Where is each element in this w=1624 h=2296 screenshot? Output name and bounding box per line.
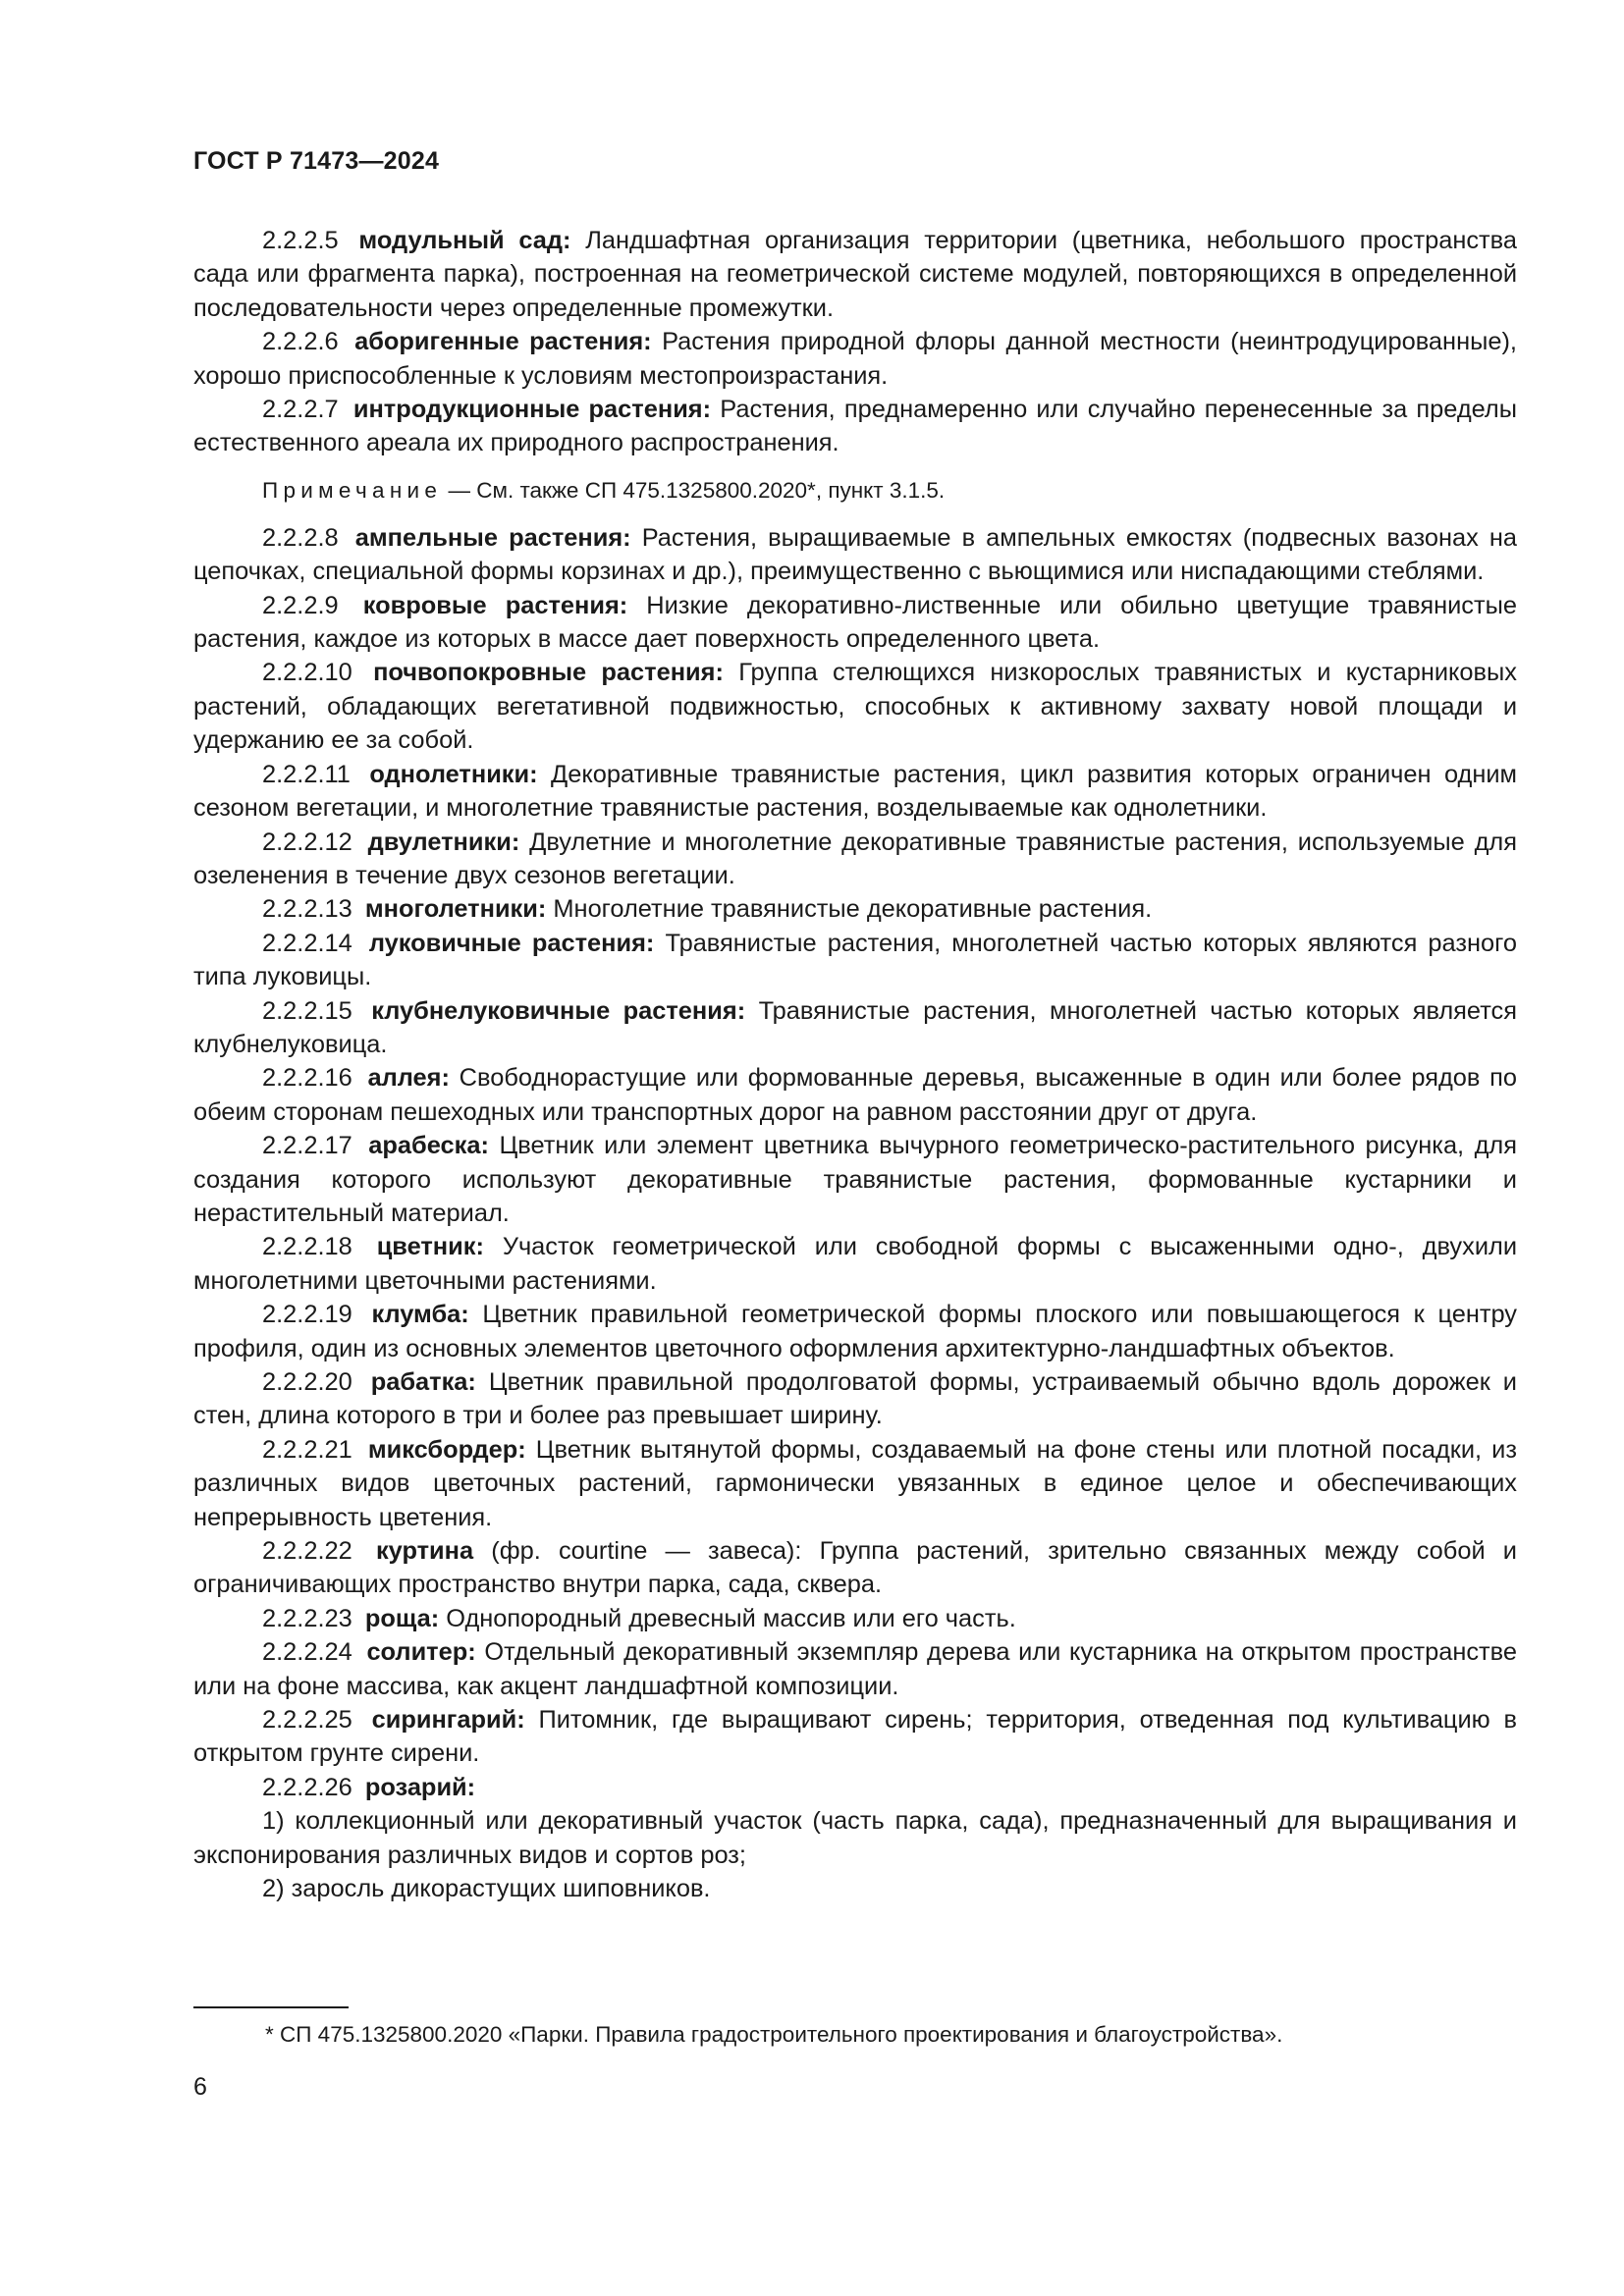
entry-2-2-2-17 (193, 1129, 1517, 1230)
entry-number: 2.2.2.11 (262, 760, 351, 788)
entry-2-2-2-26 (193, 1771, 1517, 1804)
entry-term: модульный сад: (358, 227, 571, 254)
entry-term: почвопокровные растения: (373, 659, 724, 687)
entry-term: клубнелуковичные растения: (371, 996, 746, 1025)
entry-definition: Растения, выращиваемые в ампельных емкостях (подвесных вазонах на цепочках, специальной формы корзинах и др.), преимущественно с вьющимися или ниспадающими стеблями. (193, 523, 1518, 586)
entry-number: 2.2.2.10 (262, 659, 352, 687)
entry-definition: Растения, преднамеренно или случайно перенесенные за пределы естественного ареала их природного распространения. (193, 396, 1517, 457)
entry-number: 2.2.2.21 (262, 1435, 352, 1464)
entry-2-2-2-10 (193, 656, 1517, 757)
entry-term: аборигенные растения: (354, 328, 652, 356)
entry-2-2-2-15 (193, 994, 1517, 1062)
entry-2-2-2-25 (193, 1703, 1517, 1771)
entry-term: аллея: (367, 1064, 450, 1093)
entry-2-2-2-9 (193, 589, 1517, 657)
entry-number: 2.2.2.5 (262, 227, 339, 254)
entry-2-2-2-22 (193, 1534, 1517, 1602)
entry-number: 2.2.2.19 (262, 1301, 352, 1329)
note (193, 475, 1517, 507)
rozariy-item-1: 1) коллекционный или декоративный участок (часть парка, сада), предназначенный для выращивания и экспонирования различных видов и сортов роз; (193, 1807, 1517, 1869)
note-text: — См. также СП 475.1325800.2020*, пункт 3.1.5. (448, 477, 946, 503)
entry-number: 2.2.2.22 (262, 1537, 352, 1566)
entry-2-2-2-23 (193, 1602, 1517, 1635)
entry-2-2-2-16 (193, 1061, 1517, 1129)
entry-definition: Цветник вытянутой формы, создаваемый на фоне стены или плотной посадки, из различных видов цветочных растений, гармонически увязанных в единое целое и обеспечивающих непрерывность цветения. (193, 1435, 1517, 1531)
entry-number: 2.2.2.18 (262, 1233, 352, 1261)
entry-term: интродукционные растения: (352, 396, 712, 424)
entry-2-2-2-7 (193, 393, 1517, 460)
entry-number: 2.2.2.13 (262, 895, 352, 924)
entry-definition: Многолетние травянистые декоративные растения. (553, 895, 1153, 924)
entry-term: двулетники: (367, 828, 520, 856)
entry-2-2-2-14 (193, 927, 1517, 994)
entry-number: 2.2.2.25 (262, 1706, 352, 1735)
entry-definition: Цветник правильной геометрической формы плоского или повышающегося к центру профиля, один из основных элементов цветочного оформления архитектурно-ландшафтных объектов. (193, 1301, 1518, 1362)
entry-number: 2.2.2.7 (262, 396, 339, 424)
entry-definition: (фр. courtine — завеса): Группа растений, зрительно связанных между собой и ограничивающих пространство внутри парка, сада, сквера. (193, 1537, 1517, 1599)
entry-2-2-2-13 (193, 892, 1517, 926)
entry-2-2-2-24 (193, 1635, 1517, 1703)
footnote-divider (193, 2006, 349, 2008)
entry-definition: Ландшафтная организация территории (цветника, небольшого пространства сада или фрагмента парка), построенная на геометрической системе модулей, повторяющихся в определенной последовательности через определенные промежутки. (193, 227, 1517, 322)
document-code: ГОСТ Р 71473—2024 (193, 147, 440, 175)
entry-number: 2.2.2.8 (262, 523, 339, 552)
entry-term: цветник: (376, 1233, 484, 1261)
entry-number: 2.2.2.16 (262, 1064, 352, 1093)
entry-2-2-2-8 (193, 521, 1517, 589)
rozariy-item-2: 2) заросль дикорастущих шиповников. (262, 1875, 711, 1903)
entry-term: сирингарий: (371, 1706, 525, 1735)
page-number: 6 (193, 2073, 207, 2101)
footnote: * СП 475.1325800.2020 «Парки. Правила градостроительного проектирования и благоустройства». (265, 2022, 1283, 2047)
entry-number: 2.2.2.12 (262, 828, 352, 856)
entry-number: 2.2.2.20 (262, 1368, 352, 1396)
entry-term: луковичные растения: (368, 929, 655, 957)
entry-number: 2.2.2.26 (262, 1773, 352, 1801)
entry-number: 2.2.2.9 (262, 591, 339, 619)
entry-definition: Цветник правильной продолговатой формы, устраиваемый обычно вдоль дорожек и стен, длина которого в три и более раз превышает ширину. (193, 1368, 1517, 1430)
entry-number: 2.2.2.24 (262, 1638, 352, 1667)
entry-term: миксбордер: (367, 1435, 526, 1464)
entry-number: 2.2.2.15 (262, 996, 352, 1025)
entry-2-2-2-19 (193, 1298, 1517, 1365)
entry-2-2-2-11 (193, 758, 1517, 826)
entry-definition: Травянистые растения, многолетней частью которых является клубнелуковица. (193, 996, 1517, 1058)
document-body (193, 224, 1517, 1906)
entry-number: 2.2.2.17 (262, 1132, 352, 1160)
entry-definition: Однопородный древесный массив или его часть. (446, 1604, 1016, 1632)
entry-definition: Растения природной флоры данной местности (неинтродуцированные), хорошо приспособленные к условиям местопроизрастания. (193, 328, 1517, 390)
entry-definition: Травянистые растения, многолетней частью которых являются разного типа луковицы. (193, 929, 1517, 991)
entry-number: 2.2.2.6 (262, 328, 339, 356)
entry-definition: Низкие декоративно-лиственные или обильно цветущие травянистые растения, каждое из которых в массе дает поверхность определенного цвета. (193, 591, 1517, 654)
note-label: Примечание (262, 477, 443, 503)
entry-definition: Участок геометрической или свободной формы с высаженными одно-, двухили многолетними цветочными растениями. (193, 1233, 1517, 1295)
entry-number: 2.2.2.23 (262, 1604, 352, 1632)
entry-term: ковровые растения: (362, 591, 628, 619)
entry-definition: Двулетние и многолетние декоративные травянистые растения, используемые для озеленения в течение двух сезонов вегетации. (193, 828, 1517, 889)
entry-2-2-2-18 (193, 1230, 1517, 1298)
entry-term: арабеска: (368, 1132, 489, 1160)
entry-term: рабатка: (370, 1368, 476, 1396)
entry-2-2-2-12 (193, 826, 1517, 893)
entry-definition: Свободнорастущие или формованные деревья, высаженные в один или более рядов по обеим сторонам пешеходных или транспортных дорог на равном расстоянии друг от друга. (193, 1064, 1517, 1126)
entry-2-2-2-20 (193, 1365, 1517, 1433)
entry-2-2-2-6 (193, 325, 1517, 393)
entry-definition: Отдельный декоративный экземпляр дерева или кустарника на открытом пространстве или на фоне массива, как акцент ландшафтной композиции. (193, 1638, 1517, 1700)
entry-term: многолетники: (364, 895, 547, 924)
entry-definition: Цветник или элемент цветника вычурного геометрическо-растительного рисунка, для создания которого используют декоративные травянистые растения, формованные кустарники и нерастительный материал. (193, 1132, 1518, 1227)
entry-term: солитер: (366, 1638, 476, 1667)
entry-definition: Питомник, где выращивают сирень; территория, отведенная под культивацию в открытом грунте сирени. (193, 1706, 1517, 1768)
entry-term: однолетники: (369, 760, 538, 788)
entry-2-2-2-21 (193, 1433, 1517, 1534)
entry-definition: Группа стелющихся низкорослых травянистых и кустарниковых растений, обладающих вегетативной подвижностью, способных к активному захвату новой площади и удержанию ее за собой. (193, 659, 1517, 755)
entry-term: ампельные растения: (354, 523, 631, 552)
entry-term: клумба: (371, 1301, 469, 1329)
entry-definition: Декоративные травянистые растения, цикл развития которых ограничен одним сезоном вегетации, и многолетние травянистые растения, возделываемые как однолетники. (193, 760, 1517, 823)
entry-term: роща: (364, 1604, 440, 1632)
entry-number: 2.2.2.14 (262, 929, 352, 957)
entry-2-2-2-5 (193, 224, 1517, 325)
entry-term: куртина (375, 1537, 474, 1566)
entry-term: розарий: (364, 1773, 476, 1801)
